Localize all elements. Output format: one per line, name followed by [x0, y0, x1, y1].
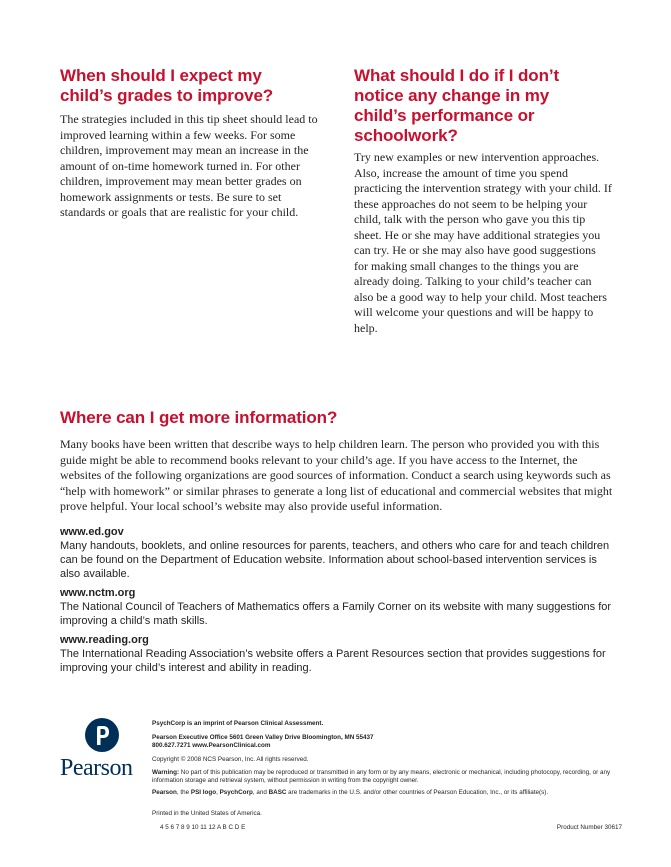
tm-psychcorp: PsychCorp — [219, 789, 253, 796]
site-entry-ed — [60, 525, 620, 581]
tm-sep: , the — [176, 789, 191, 796]
tm-sep: , — [216, 789, 220, 796]
section1-heading-line1: When should I expect my — [60, 66, 262, 85]
tm-psi-logo: PSI logo — [190, 789, 217, 796]
section2-heading-line2: notice any change in my — [354, 86, 550, 105]
footer-print-codes: 4 5 6 7 8 9 10 11 12 A B C D E — [160, 824, 246, 831]
footer-warning-label: Warning: — [152, 769, 180, 776]
site-url-reading: www.reading.org — [60, 634, 149, 646]
pearson-logo — [60, 717, 142, 783]
section2-heading-line3: child’s performance or — [354, 106, 535, 125]
footer-warning-text: No part of this publication may be reproduced or transmitted in any form or by any means, electronic or mechanical, including photocopy, recording, or any information storage and retrieval system, without permission in writing from the copyright owner. — [152, 769, 611, 784]
tm-basc: BASC — [268, 789, 287, 796]
pearson-wordmark: Pearson — [60, 755, 133, 781]
site-entry-reading — [60, 633, 620, 675]
section3-heading: Where can I get more information? — [60, 408, 338, 427]
site-desc-reading: The International Reading Association’s website offers a Parent Resources section that provides suggestions for improving your child’s interest and ability in reading. — [60, 648, 606, 674]
footer-imprint: PsychCorp is an imprint of Pearson Clinical Assessment. — [152, 720, 324, 727]
section2-heading — [354, 66, 614, 146]
section1-heading — [60, 66, 320, 106]
footer-copyright: Copyright © 2008 NCS Pearson, Inc. All rights reserved. — [152, 756, 309, 763]
site-desc-ed: Many handouts, booklets, and online resources for parents, teachers, and others who care for and teach children can be found on the Department of Education website. Information about school-based intervention services is also available. — [60, 540, 610, 580]
section2-body: Try new examples or new intervention approaches. Also, increase the amount of time you spend practicing the intervention strategy with your child. If these approaches do not seem to be helping your child, talk with the person who gave you this tip sheet. He or she may have additional strategies you can try. He or she may also have good suggestions for making small changes to the things you are already doing. Talking to your child’s teacher can also be a good way to help your child. Most teachers will welcome your questions and will be happy to help. — [354, 150, 612, 335]
footer-phone-web: 800.627.7271 www.PearsonClinical.com — [152, 742, 271, 749]
tm-pearson: Pearson — [152, 789, 177, 796]
site-entry-nctm — [60, 586, 620, 628]
section2-heading-line4: schoolwork? — [354, 126, 458, 145]
site-desc-nctm: The National Council of Teachers of Mathematics offers a Family Corner on its website with many suggestions for improving a child’s math skills. — [60, 601, 612, 627]
site-url-ed: www.ed.gov — [60, 526, 124, 538]
section2-heading-line1: What should I do if I don’t — [354, 66, 560, 85]
footer-address: Pearson Executive Office 5601 Green Valley Drive Bloomington, MN 55437 — [152, 734, 374, 741]
tm-text: are trademarks in the U.S. and/or other countries of Pearson Education, Inc., or its affiliate(s). — [286, 789, 549, 796]
section3-body: Many books have been written that describe ways to help children learn. The person who provided you with this guide might be able to recommend books relevant to your child’s age. If you have access to the Internet, the websites of the following organizations are good sources of information. Conduct a search using keywords such as “help with homework” or similar phrases to generate a long list of educational and commercial websites that might prove helpful. Your local school’s website may also provide useful information. — [60, 437, 613, 513]
footer-trademarks — [152, 789, 622, 797]
site-url-nctm: www.nctm.org — [60, 587, 136, 599]
footer-product-number: Product Number 30617 — [556, 824, 622, 831]
footer-printed: Printed in the United States of America. — [152, 810, 262, 817]
tm-sep: , and — [252, 789, 269, 796]
section1-heading-line2: child’s grades to improve? — [60, 86, 274, 105]
section1-body: The strategies included in this tip sheet should lead to improved learning within a few weeks. For some children, improvement may mean an increase in the amount of on-time homework turned in. For other children, improvement may mean better grades on homework assignments or tests. Be sure to set standards or goals that are realistic for your child. — [60, 112, 318, 219]
footer-warning — [152, 769, 622, 785]
pearson-p-icon — [84, 717, 120, 753]
